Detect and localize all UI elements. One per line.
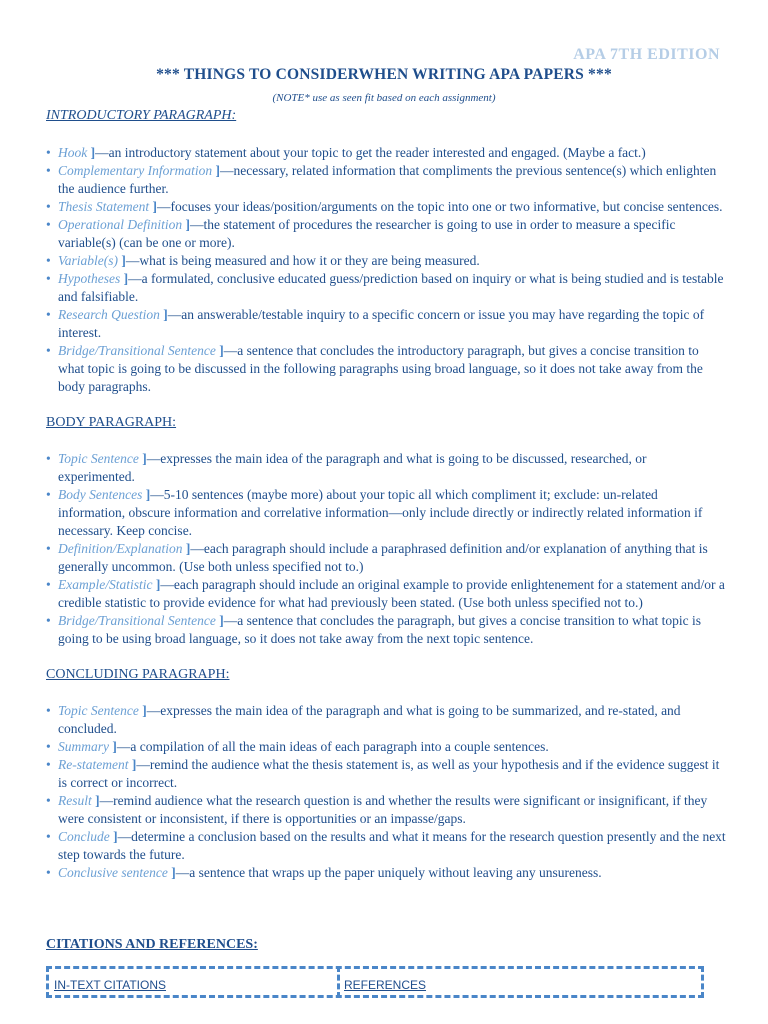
term-label: Conclude	[58, 829, 110, 844]
bracket-icon: ]	[112, 739, 117, 754]
term-label: Topic Sentence	[58, 451, 139, 466]
list-item	[46, 144, 726, 162]
bullet-icon: •	[46, 613, 51, 628]
term-label: Variable(s)	[58, 253, 118, 268]
bracket-icon: ]	[131, 757, 137, 772]
term-description: —a sentence that wraps up the paper uniquely without leaving any unsureness.	[175, 865, 602, 880]
term-label: Research Question	[58, 307, 160, 322]
bullet-icon: •	[46, 577, 51, 592]
term-description: —necessary, related information that compliments the previous sentence(s) which enlighten the audience further.	[58, 163, 717, 196]
term-description: —what is being measured and how it or they are being measured.	[125, 253, 480, 268]
bullet-icon: •	[46, 253, 51, 268]
term-description: —the statement of procedures the researcher is going to use in order to measure a specific variable(s) (can be one or more).	[58, 217, 676, 250]
section-heading-body: BODY PARAGRAPH:	[46, 415, 177, 430]
term-description: —focuses your ideas/position/arguments on the topic into one or two informative, but concise sentences.	[157, 199, 723, 214]
bracket-icon: ]	[121, 253, 126, 268]
bracket-icon: ]	[185, 217, 190, 232]
in-text-citations-label: IN-TEXT CITATIONS	[54, 978, 167, 992]
list-item	[46, 828, 726, 864]
section-heading-introductory: INTRODUCTORY PARAGRAPH:	[46, 108, 237, 123]
list-item	[46, 792, 726, 828]
term-label: Body Sentences	[58, 487, 143, 502]
bracket-icon: ]	[142, 451, 147, 466]
bracket-icon: ]	[155, 577, 161, 592]
list-item	[46, 738, 726, 756]
term-label: Thesis Statement	[58, 199, 150, 214]
concluding-list	[46, 702, 726, 882]
bullet-icon: •	[46, 541, 51, 556]
list-item	[46, 342, 726, 396]
term-label: Bridge/Transitional Sentence	[58, 343, 216, 358]
bracket-icon: ]	[163, 307, 168, 322]
list-item	[46, 216, 726, 252]
term-description: —5-10 sentences (maybe more) about your topic all which compliment it; exclude: un-related information, obscure information and correlative information—only include directly or indirectly related information if necessary. Keep concise.	[58, 487, 703, 538]
bullet-icon: •	[46, 343, 51, 358]
bracket-icon: ]	[219, 343, 224, 358]
citations-divider	[337, 966, 340, 998]
list-item	[46, 450, 726, 486]
bracket-icon: ]	[113, 829, 118, 844]
term-label: Complementary Information	[58, 163, 213, 178]
term-label: Hook	[58, 145, 88, 160]
bracket-icon: ]	[152, 199, 157, 214]
list-item	[46, 864, 726, 882]
term-description: —remind the audience what the thesis statement is, as well as your hypothesis and if the evidence suggest it is correct or incorrect.	[58, 757, 720, 790]
bracket-icon: ]	[145, 487, 151, 502]
term-label: Conclusive sentence	[58, 865, 168, 880]
citations-heading: CITATIONS AND REFERENCES:	[46, 937, 258, 952]
list-item	[46, 198, 726, 216]
list-item	[46, 576, 726, 612]
bullet-icon: •	[46, 217, 51, 232]
bullet-icon: •	[46, 757, 51, 772]
bullet-icon: •	[46, 487, 51, 502]
term-label: Example/Statistic	[58, 577, 153, 592]
term-label: Definition/Explanation	[58, 541, 183, 556]
list-item	[46, 540, 726, 576]
bracket-icon: ]	[215, 163, 220, 178]
term-label: Re-statement	[58, 757, 129, 772]
bullet-icon: •	[46, 829, 51, 844]
term-description: —expresses the main idea of the paragraph and what is going to be summarized, and re-stated, and concluded.	[58, 703, 681, 736]
bracket-icon: ]	[219, 613, 224, 628]
term-description: —an introductory statement about your topic to get the reader interested and engaged. (Maybe a fact.)	[95, 145, 646, 160]
edition-label: APA 7TH EDITION	[573, 46, 720, 63]
bracket-icon: ]	[142, 703, 147, 718]
references-label: REFERENCES	[344, 978, 427, 992]
bracket-icon: ]	[123, 271, 129, 286]
page-note: (NOTE* use as seen fit based on each assignment)	[272, 92, 496, 104]
term-description: —remind audience what the research question is and whether the results were significant or insignificant, if they were consistent or inconsistent, if there is opportunities or an impasse/gaps.	[58, 793, 708, 826]
term-description: —a sentence that concludes the paragraph, but gives a concise transition to what topic is going to be using broad language, so it does not take away from the next topic sentence.	[58, 613, 701, 646]
bracket-icon: ]	[171, 865, 176, 880]
bullet-icon: •	[46, 793, 51, 808]
term-description: —each paragraph should include an original example to provide enlightenement for a statement and/or a credible statistic to provide evidence for what had previously been stated. (Use both unless specified not to.)	[58, 577, 725, 610]
list-item	[46, 612, 726, 648]
term-description: —expresses the main idea of the paragraph and what is going to be discussed, researched, or experimented.	[58, 451, 647, 484]
term-label: Topic Sentence	[58, 703, 139, 718]
bullet-icon: •	[46, 703, 51, 718]
list-item	[46, 252, 726, 270]
bullet-icon: •	[46, 451, 51, 466]
bullet-icon: •	[46, 145, 51, 160]
term-label: Hypotheses	[58, 271, 121, 286]
bullet-icon: •	[46, 865, 51, 880]
section-heading-concluding: CONCLUDING PARAGRAPH:	[46, 667, 230, 682]
list-item	[46, 306, 726, 342]
list-item	[46, 162, 726, 198]
term-description: —a sentence that concludes the introductory paragraph, but gives a concise transition to what topic is going to be discussed in the following paragraphs using broad language, so it does not take away from the body paragraphs.	[58, 343, 703, 394]
term-label: Bridge/Transitional Sentence	[58, 613, 216, 628]
bullet-icon: •	[46, 199, 51, 214]
bullet-icon: •	[46, 307, 51, 322]
term-description: —determine a conclusion based on the results and what it means for the research question presently and the next step towards the future.	[58, 829, 726, 862]
term-description: —a compilation of all the main ideas of each paragraph into a couple sentences.	[116, 739, 549, 754]
document-body	[46, 107, 726, 882]
term-label: Summary	[58, 739, 109, 754]
bullet-icon: •	[46, 163, 51, 178]
term-description: —an answerable/testable inquiry to a specific concern or issue you may have regarding the topic of interest.	[58, 307, 705, 340]
term-description: —a formulated, conclusive educated guess/prediction based on inquiry or what is being studied and is testable and falsifiable.	[58, 271, 724, 304]
term-label: Operational Definition	[58, 217, 183, 232]
bracket-icon: ]	[185, 541, 191, 556]
list-item	[46, 756, 726, 792]
body-list	[46, 450, 726, 648]
bullet-icon: •	[46, 271, 51, 286]
bracket-icon: ]	[90, 145, 96, 160]
term-label: Result	[58, 793, 92, 808]
list-item	[46, 702, 726, 738]
list-item	[46, 486, 726, 540]
page-title: *** THINGS TO CONSIDERWHEN WRITING APA PAPERS ***	[156, 66, 612, 83]
list-item	[46, 270, 726, 306]
bullet-icon: •	[46, 739, 51, 754]
bracket-icon: ]	[95, 793, 100, 808]
introductory-list	[46, 144, 726, 396]
term-description: —each paragraph should include a paraphrased definition and/or explanation of anything that is generally uncommon. (Use both unless specified not to.)	[58, 541, 708, 574]
